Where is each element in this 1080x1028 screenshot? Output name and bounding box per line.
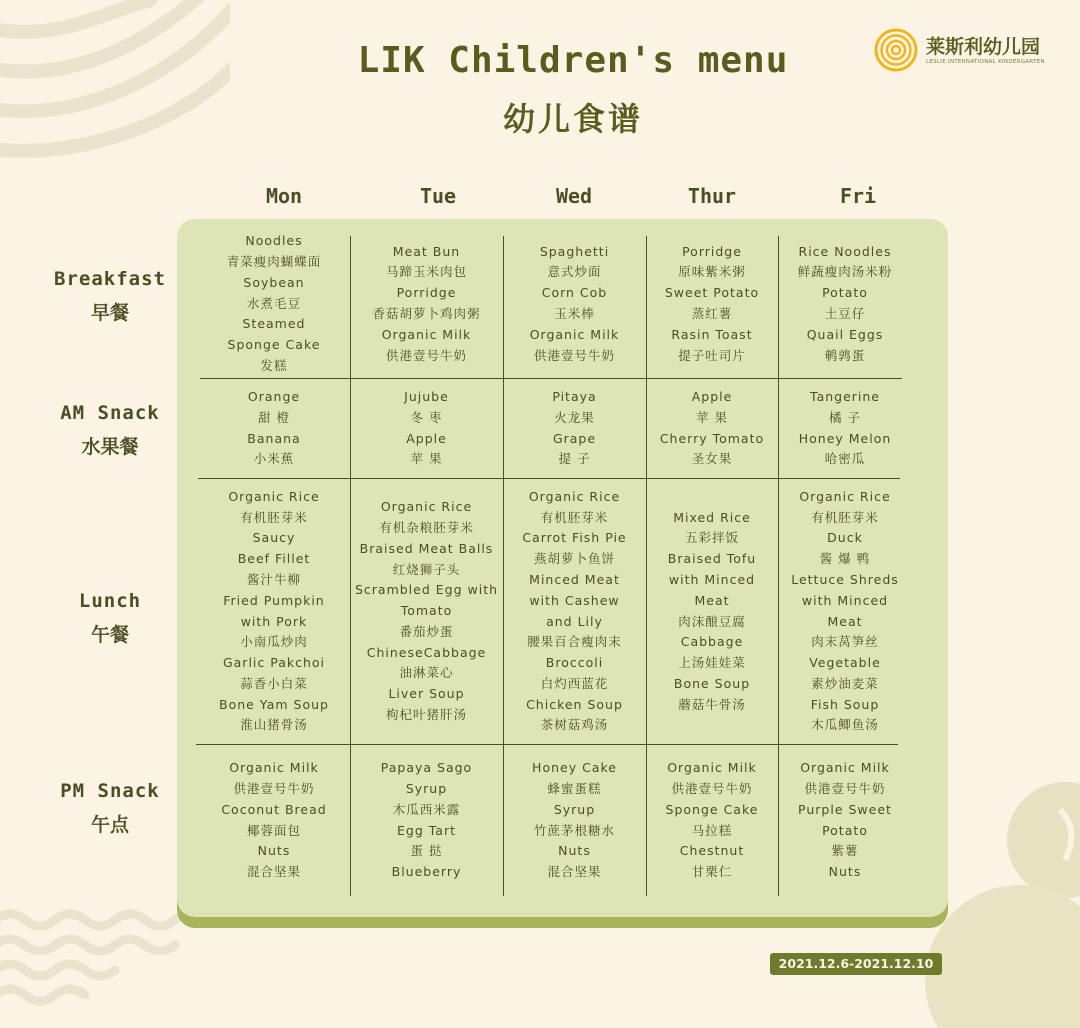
logo-subtitle: LESLIE INTERNATIONAL KINDERGARTEN [926, 59, 1045, 65]
menu-item: 蜂蜜蛋糕 [547, 780, 602, 796]
menu-cell-lunch-wed [503, 479, 646, 744]
menu-item: 枸杞叶猪肝汤 [385, 707, 467, 723]
menu-item: Banana [247, 430, 301, 446]
menu-item: 茶树菇鸡汤 [540, 717, 609, 733]
menu-item: Mixed Rice [673, 509, 751, 525]
menu-item: Vegetable [809, 655, 881, 671]
meal-label-en: PM Snack [60, 780, 160, 802]
menu-item: Carrot Fish Pie [522, 530, 627, 546]
menu-item: 淮山猪骨汤 [240, 717, 308, 733]
menu-item: 白灼西蓝花 [540, 675, 609, 691]
menu-item: 玉米棒 [554, 306, 595, 321]
menu-item: 番茄炒蛋 [399, 623, 454, 639]
menu-item: Cabbage [680, 634, 744, 650]
menu-cell-lunch-mon [198, 479, 350, 744]
menu-item: Organic Rice [799, 488, 891, 504]
day-header-wed: Wed [555, 184, 593, 208]
menu-item: Lettuce Shreds [791, 571, 899, 587]
menu-item: Minced Meat [529, 571, 620, 587]
day-header-tue: Tue [419, 184, 457, 208]
menu-item: Syrup [405, 780, 448, 796]
menu-item: 供港壹号牛奶 [385, 347, 467, 363]
menu-item: 椰蓉面包 [246, 822, 301, 838]
menu-item: Orange [247, 388, 301, 404]
meal-label-cn: 水果餐 [81, 436, 139, 458]
meal-label-cn: 早餐 [90, 302, 129, 324]
menu-item: 红烧狮子头 [392, 561, 461, 577]
menu-item: 苹 果 [410, 451, 443, 467]
menu-item: 苹 果 [696, 409, 728, 425]
menu-item: Braised Meat Balls [359, 540, 494, 556]
menu-cell-pm-snack-fri [778, 745, 912, 896]
menu-item: Honey Cake [532, 760, 617, 776]
menu-item: Fish Soup [810, 696, 880, 712]
menu-cell-breakfast-wed [503, 230, 646, 378]
menu-item: with Minced [801, 592, 889, 608]
menu-cell-breakfast-mon [198, 230, 350, 378]
menu-item: Saucy [252, 530, 296, 546]
menu-item: 橘 子 [829, 409, 861, 425]
menu-item: Bone Yam Soup [219, 696, 329, 712]
logo-name: 莱斯利幼儿园 [926, 36, 1041, 58]
menu-item: 哈密瓜 [824, 451, 866, 467]
menu-item: 素炒油麦菜 [811, 675, 879, 691]
menu-item: Pitaya [552, 388, 597, 404]
menu-item: 有机杂粮胚芽米 [379, 519, 474, 535]
menu-cell-breakfast-fri [778, 230, 912, 378]
menu-item: Spaghetti [539, 243, 610, 259]
menu-item: Potato [822, 285, 868, 301]
meal-label-cn: 午餐 [90, 624, 129, 646]
menu-cell-lunch-thur [646, 479, 778, 744]
menu-item: 肉末莴笋丝 [811, 634, 879, 650]
menu-item: Rice Noodles [798, 243, 892, 259]
menu-item: Braised Tofu [667, 551, 757, 567]
menu-item: Soybean [243, 274, 305, 290]
menu-item: Organic Milk [381, 326, 472, 342]
menu-item: Liver Soup [388, 686, 465, 702]
menu-item: Sweet Potato [664, 285, 760, 301]
meal-label-en: Breakfast [54, 268, 166, 290]
menu-item: Sponge Cake [665, 801, 759, 817]
menu-item: with Minced [668, 571, 756, 587]
menu-item: Garlic Pakchoi [222, 655, 326, 671]
menu-item: Quail Eggs [806, 326, 884, 342]
menu-item: 原味紫米粥 [678, 264, 746, 280]
menu-cell-pm-snack-wed [503, 745, 646, 896]
menu-item: 小米蕉 [253, 451, 295, 467]
menu-item: Tomato [400, 603, 453, 619]
menu-item: 马蹄玉米肉包 [385, 264, 467, 280]
menu-item: Syrup [553, 801, 596, 817]
menu-item: 肉沫酿豆腐 [678, 613, 746, 629]
menu-item: 意式炒面 [547, 264, 602, 280]
menu-item: Meat [694, 592, 730, 608]
menu-item: 竹蔗茅根糖水 [533, 822, 615, 838]
menu-item: 蒸红薯 [691, 306, 733, 321]
menu-item: 木瓜西米露 [392, 801, 461, 817]
menu-item: 供港壹号牛奶 [671, 780, 753, 796]
menu-item: Organic Milk [667, 760, 757, 776]
menu-item: and Lily [546, 613, 603, 629]
menu-item: Scrambled Egg with [354, 582, 499, 598]
menu-item: Meat [827, 613, 863, 629]
menu-item: Porridge [682, 243, 742, 259]
menu-item: 五彩拌饭 [684, 530, 739, 546]
menu-cell-am-snack-wed [503, 379, 646, 478]
menu-item: Papaya Sago [380, 760, 473, 776]
menu-item: 腰果百合瘦肉末 [527, 634, 622, 650]
menu-item: 鲜蔬瘦肉汤米粉 [797, 264, 893, 280]
menu-item: 青菜瘦肉蝴蝶面 [226, 254, 322, 269]
menu-item: Tangerine [810, 388, 880, 404]
menu-item: Honey Melon [798, 430, 892, 446]
day-header-thur: Thur [687, 184, 737, 208]
menu-cell-am-snack-tue [350, 379, 503, 478]
menu-cell-lunch-tue [350, 479, 503, 744]
menu-item: 紫薯 [831, 843, 859, 859]
menu-item: 油淋菜心 [399, 665, 454, 681]
menu-item: 混合坚果 [246, 864, 301, 880]
day-header-fri: Fri [839, 184, 877, 208]
menu-item: Cherry Tomato [659, 430, 765, 446]
menu-item: Potato [822, 822, 868, 838]
menu-cell-breakfast-tue [350, 230, 503, 378]
meal-label-en: Lunch [78, 590, 142, 612]
menu-item: Coconut Bread [221, 801, 327, 817]
menu-item: Nuts [257, 843, 291, 859]
menu-item: 木瓜鲫鱼汤 [811, 717, 879, 733]
menu-item: Organic Milk [800, 760, 890, 776]
menu-item: 香菇胡萝卜鸡肉粥 [372, 306, 481, 321]
menu-item: Corn Cob [541, 285, 608, 301]
menu-item: 蒜香小白菜 [240, 675, 308, 691]
menu-item: Bone Soup [673, 675, 751, 691]
menu-item: ChineseCabbage [366, 644, 487, 660]
menu-item: 提 子 [558, 451, 591, 467]
menu-item: Apple [691, 388, 733, 404]
menu-item: Fried Pumpkin [223, 592, 325, 608]
menu-item: 上汤娃娃菜 [678, 655, 746, 671]
menu-item: Organic Rice [528, 488, 621, 504]
menu-item: 供港壹号牛奶 [233, 780, 315, 796]
menu-item: 蛋 挞 [410, 843, 443, 859]
menu-item: 有机胚芽米 [540, 509, 609, 525]
menu-item: with Cashew [529, 592, 620, 608]
menu-item: 冬 枣 [410, 409, 443, 425]
menu-item: 圣女果 [691, 451, 733, 467]
menu-item: Steamed [242, 316, 306, 332]
menu-item: 混合坚果 [547, 864, 602, 880]
menu-item: Noodles [245, 233, 303, 249]
menu-cell-pm-snack-mon [198, 745, 350, 896]
menu-cell-am-snack-mon [198, 379, 350, 478]
menu-item: Chicken Soup [526, 696, 623, 712]
meal-label-pm-snack [40, 774, 180, 842]
menu-item: Chestnut [679, 843, 745, 859]
menu-item: 酱汁牛柳 [246, 571, 301, 587]
menu-item: Organic Rice [228, 488, 320, 504]
meal-label-lunch [40, 584, 180, 652]
menu-item: Sponge Cake [227, 337, 321, 353]
menu-item: Duck [827, 530, 863, 546]
menu-item: 供港壹号牛奶 [804, 780, 886, 796]
day-header-mon: Mon [265, 184, 303, 208]
menu-item: 马拉糕 [691, 822, 733, 838]
tree-ring-logo-icon [874, 28, 918, 72]
meal-label-breakfast [40, 262, 180, 330]
menu-item: Nuts [828, 864, 862, 880]
menu-item: 发糕 [260, 357, 288, 373]
menu-item: 提子吐司片 [678, 347, 746, 363]
menu-cell-pm-snack-tue [350, 745, 503, 896]
menu-item: Blueberry [391, 864, 462, 880]
menu-item: Meat Bun [392, 243, 461, 259]
menu-item: 火龙果 [554, 409, 595, 425]
menu-cell-lunch-fri [778, 479, 912, 744]
menu-item: 鹌鹑蛋 [824, 347, 866, 363]
menu-item: 供港壹号牛奶 [533, 347, 615, 363]
kindergarten-logo [874, 28, 1064, 76]
menu-cell-am-snack-thur [646, 379, 778, 478]
menu-item: Grape [552, 430, 597, 446]
menu-item: with Pork [240, 613, 308, 629]
menu-item: Porridge [396, 285, 457, 301]
menu-item: 小南瓜炒肉 [240, 634, 308, 650]
menu-item: Apple [406, 430, 447, 446]
page-title-en: LIK Children's menu [357, 40, 789, 81]
meal-label-cn: 午点 [90, 814, 129, 836]
menu-item: Egg Tart [396, 822, 456, 838]
menu-item: 土豆仔 [824, 306, 866, 321]
menu-item: 甘栗仁 [691, 864, 733, 880]
menu-item: Organic Milk [229, 760, 319, 776]
menu-item: 水煮毛豆 [246, 295, 301, 311]
menu-item: 酱 爆 鸭 [819, 551, 871, 567]
menu-item: 有机胚芽米 [240, 509, 308, 525]
menu-item: Broccoli [545, 655, 604, 671]
menu-item: 甜 橙 [258, 409, 290, 425]
menu-item: 燕胡萝卜鱼饼 [533, 551, 615, 567]
menu-item: Nuts [558, 843, 591, 859]
meal-label-am-snack [40, 396, 180, 464]
page-title-cn: 幼儿食谱 [502, 100, 643, 138]
meal-label-en: AM Snack [60, 402, 160, 424]
menu-cell-pm-snack-thur [646, 745, 778, 896]
date-range-badge: 2021.12.6-2021.12.10 [770, 953, 942, 975]
menu-item: 有机胚芽米 [811, 509, 879, 525]
menu-item: Purple Sweet [798, 801, 892, 817]
menu-item: Rasin Toast [671, 326, 753, 342]
menu-item: Organic Milk [529, 326, 620, 342]
menu-cell-am-snack-fri [778, 379, 912, 478]
menu-item: Jujube [404, 388, 449, 404]
menu-item: Organic Rice [380, 499, 473, 515]
menu-item: Beef Fillet [237, 551, 311, 567]
menu-cell-breakfast-thur [646, 230, 778, 378]
menu-item: 蘑菇牛骨汤 [678, 696, 746, 712]
